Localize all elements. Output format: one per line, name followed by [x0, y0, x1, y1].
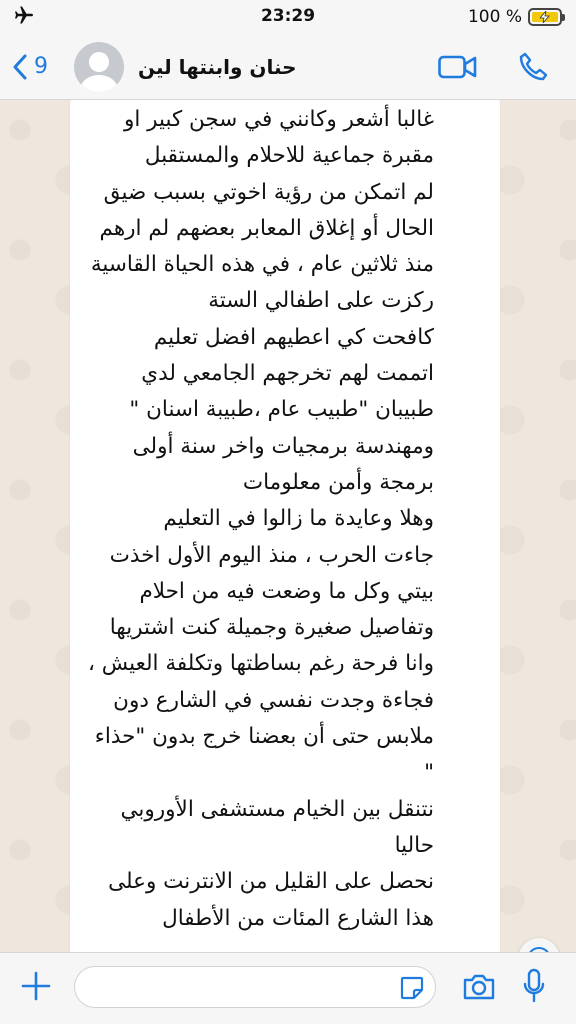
chevron-left-icon	[12, 54, 28, 80]
message-input[interactable]	[74, 966, 436, 1008]
camera-icon[interactable]	[462, 972, 496, 1006]
message-bubble[interactable]	[70, 100, 500, 952]
battery-percent: 100 %	[467, 7, 522, 27]
chat-header	[0, 34, 576, 100]
back-button[interactable]	[12, 54, 48, 80]
message-line: وهلا وعايدة ما زالوا في التعليم	[163, 506, 434, 532]
video-call-icon[interactable]	[438, 54, 478, 80]
message-line: ومهندسة برمجيات واخر سنة أولى	[132, 433, 434, 459]
status-time: 23:29	[260, 6, 316, 26]
message-line: غالبا أشعر وكانني في سجن كبير او	[123, 107, 434, 132]
microphone-icon[interactable]	[522, 968, 546, 1008]
message-line: مقبرة جماعية للاحلام والمستقبل	[144, 143, 434, 169]
message-line: لم اتمكن من رؤية اخوتي بسبب ضيق	[103, 179, 434, 205]
message-line: برمجة وأمن معلومات	[242, 469, 434, 495]
message-line: الحال أو إغلاق المعابر بعضهم لم ارهم	[99, 215, 434, 241]
battery-charging-icon	[532, 12, 558, 22]
message-line: فجاءة وجدت نفسي في الشارع دون	[113, 687, 434, 713]
message-line: كافحت كي اعطيهم افضل تعليم	[153, 324, 434, 350]
message-line: اتممت لهم تخرجهم الجامعي لدي	[141, 361, 434, 387]
message-line: ركزت على اطفالي الستة	[208, 288, 434, 314]
plus-icon[interactable]	[20, 970, 52, 1006]
message-line: منذ ثلاثين عام ، في هذه الحياة القاسية	[90, 252, 434, 278]
message-line: طبيبان "طبيب عام ،طبيبة اسنان "	[129, 397, 434, 423]
battery-icon	[528, 8, 562, 26]
chat-area[interactable]	[0, 100, 576, 952]
message-input-bar	[0, 952, 576, 1024]
back-unread-count: 9	[34, 54, 48, 79]
message-line: هذا الشارع المئات من الأطفال	[162, 905, 434, 931]
message-line: "	[424, 760, 434, 786]
message-line: نحصل على القليل من الانترنت وعلى	[108, 869, 434, 895]
airplane-icon	[14, 6, 74, 29]
chat-title[interactable]: حنان وابنتها لين	[138, 54, 297, 79]
avatar[interactable]	[74, 42, 124, 92]
message-line: جاءت الحرب ، منذ اليوم الأول اخذت	[109, 542, 434, 568]
status-bar	[0, 0, 576, 34]
message-line: حاليا	[394, 832, 434, 858]
message-line: وانا فرحة رغم بساطتها وتكلفة العيش ،	[87, 651, 434, 677]
message-line: وتفاصيل صغيرة وجميلة كنت اشتريها	[109, 615, 434, 641]
message-line: بيتي وكل ما وضعت فيه من احلام	[139, 578, 434, 604]
phone-call-icon[interactable]	[518, 52, 548, 82]
sticker-icon[interactable]	[399, 975, 425, 1006]
scroll-to-bottom-button[interactable]	[518, 938, 560, 952]
battery-status	[468, 7, 562, 27]
message-line: نتنقل بين الخيام مستشفى الأوروبي	[120, 796, 434, 822]
message-line: ملابس حتى أن بعضنا خرج بدون "حذاء	[94, 724, 434, 750]
